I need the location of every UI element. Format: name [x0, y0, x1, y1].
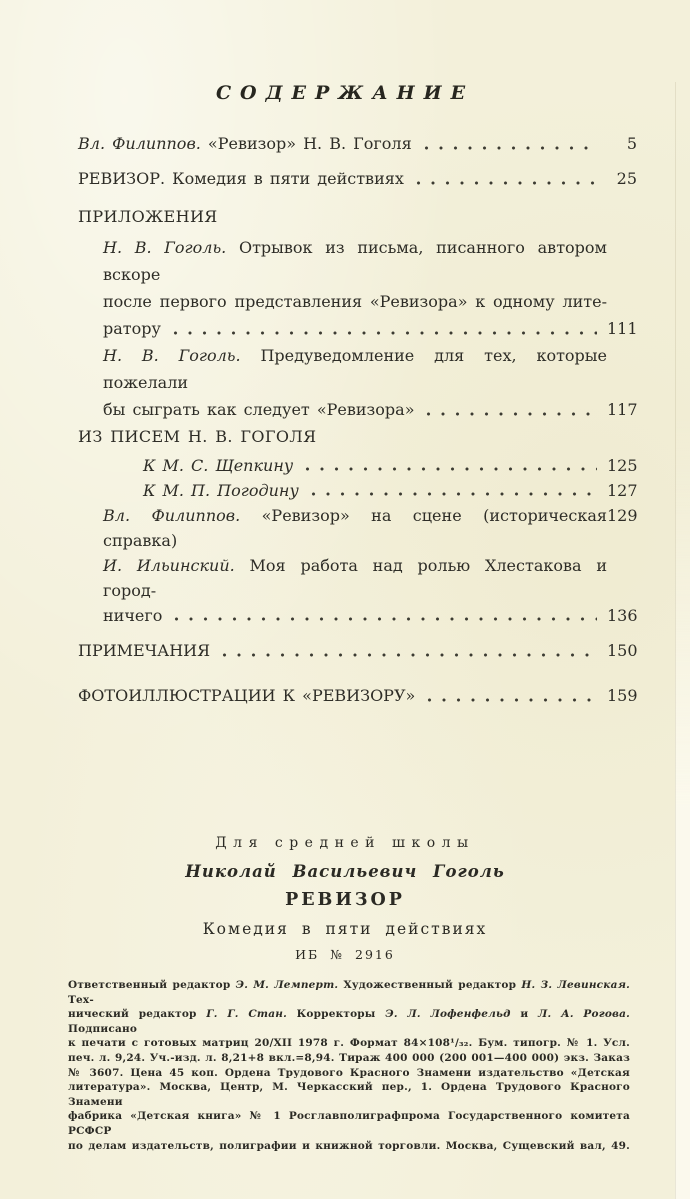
imprint-block [0, 829, 690, 966]
toc-entry [78, 478, 637, 503]
colophon-line: печ. л. 9,24. Уч.-изд. л. 8,21+8 вкл.=8,94. Тираж 400 000 (200 001—400 000) экз. Заказ [68, 1051, 630, 1064]
toc-entry-text: ФОТОИЛЛЮСТРАЦИИ К «РЕВИЗОРУ» [78, 686, 416, 705]
page-number: 125 [607, 456, 638, 475]
colophon-line: фабрика «Детская книга» № 1 Росглавполиграфпрома Государственного комитета РСФСР [68, 1110, 630, 1137]
colophon-line: литература». Москва, Центр, М. Черкасский пер., 1. Ордена Трудового Красного Знамени [68, 1081, 630, 1108]
toc-entry-continuation [78, 396, 637, 423]
colophon-line: к печати с готовых матриц 20/XII 1978 г. Формат 84×108¹/₃₂. Бум. типогр. № 1. Усл. [68, 1037, 630, 1050]
toc-entry [78, 130, 637, 157]
scan-page-edge [675, 82, 690, 1199]
toc-entry-text: бы сыграть как следует «Ревизора» [103, 400, 415, 419]
toc-section-heading-letters: ИЗ ПИСЕМ Н. В. ГОГОЛЯ [78, 427, 317, 446]
page-number: 25 [616, 169, 637, 188]
page-number: 150 [607, 641, 638, 660]
page-number: 159 [607, 686, 638, 705]
dot-leader [222, 652, 597, 658]
imprint-author: Николай Васильевич Гоголь [185, 862, 505, 881]
colophon-line: Ответственный редактор Э. М. Лемперт. Художественный редактор Н. З. Левинская. Тех- [68, 979, 630, 1006]
dot-leader [174, 616, 597, 622]
imprint-subtitle: Комедия в пяти действиях [202, 920, 488, 938]
toc-entry [78, 682, 637, 709]
colophon [68, 978, 630, 1153]
toc-entry-text: К М. С. Щепкину [143, 456, 294, 475]
toc-entry-text: ничего [103, 606, 163, 625]
dot-leader [426, 411, 597, 417]
toc-entry-continuation [78, 288, 637, 315]
imprint-book-title: РЕВИЗОР [285, 890, 405, 910]
dot-leader [305, 466, 597, 472]
colophon-line: нический редактор Г. Г. Стан. Корректоры Э. Л. Лофенфельд и Л. А. Рогова. Подписано [68, 1008, 630, 1035]
toc-entry-text: Н. В. Гоголь. Предуведомление для тех, которые пожелали [103, 346, 608, 392]
colophon-line: по делам издательств, полиграфии и книжной торговли. Москва, Сущевский вал, 49. [68, 1139, 630, 1152]
page-number: 111 [607, 319, 638, 338]
toc-entry [78, 342, 637, 396]
page-number: 127 [607, 481, 638, 500]
dot-leader [424, 145, 597, 151]
toc-entry [78, 553, 637, 603]
toc-entry-text: ПРИМЕЧАНИЯ [78, 641, 211, 660]
scanned-book-page [0, 82, 690, 1199]
dot-leader [173, 330, 597, 336]
toc-entry [78, 165, 637, 192]
toc-entry-text: РЕВИЗОР. Комедия в пяти действиях [78, 169, 404, 188]
toc-entry [78, 453, 637, 478]
toc-entry-text: К М. П. Погодину [143, 481, 299, 500]
toc-entry-text: Вл. Филиппов. «Ревизор» Н. В. Гоголя [78, 134, 412, 153]
dot-leader [427, 697, 597, 703]
dot-leader [416, 180, 597, 186]
toc-entry-continuation [78, 315, 637, 342]
contents-title: СОДЕРЖАНИЕ [215, 82, 475, 104]
toc-entry-continuation [78, 603, 637, 628]
toc-entry [78, 637, 637, 664]
toc-entry-text: Вл. Филиппов. «Ревизор» на сцене (историческая справка) [103, 506, 607, 550]
dot-leader [311, 491, 597, 497]
toc-entry [78, 234, 637, 288]
toc-entry-text: после первого представления «Ревизора» к одному лите- [103, 292, 607, 311]
page-number: 136 [607, 606, 638, 625]
table-of-contents [78, 130, 637, 709]
toc-entry-text: Н. В. Гоголь. Отрывок из письма, писанного автором вскоре [103, 238, 607, 284]
colophon-line: № 3607. Цена 45 коп. Ордена Трудового Красного Знамени издательство «Детская [68, 1066, 630, 1079]
toc-section-heading-appendices: ПРИЛОЖЕНИЯ [78, 207, 218, 226]
toc-entry [78, 503, 637, 553]
toc-entry-text: И. Ильинский. Моя работа над ролью Хлестакова и город- [103, 556, 608, 600]
page-number: 129 [607, 506, 638, 525]
imprint-audience: Для средней школы [215, 835, 475, 851]
toc-entry-text: ратору [103, 319, 161, 338]
page-number: 117 [607, 400, 638, 419]
page-number: 5 [626, 134, 637, 153]
imprint-ib-number: ИБ № 2916 [295, 947, 395, 962]
